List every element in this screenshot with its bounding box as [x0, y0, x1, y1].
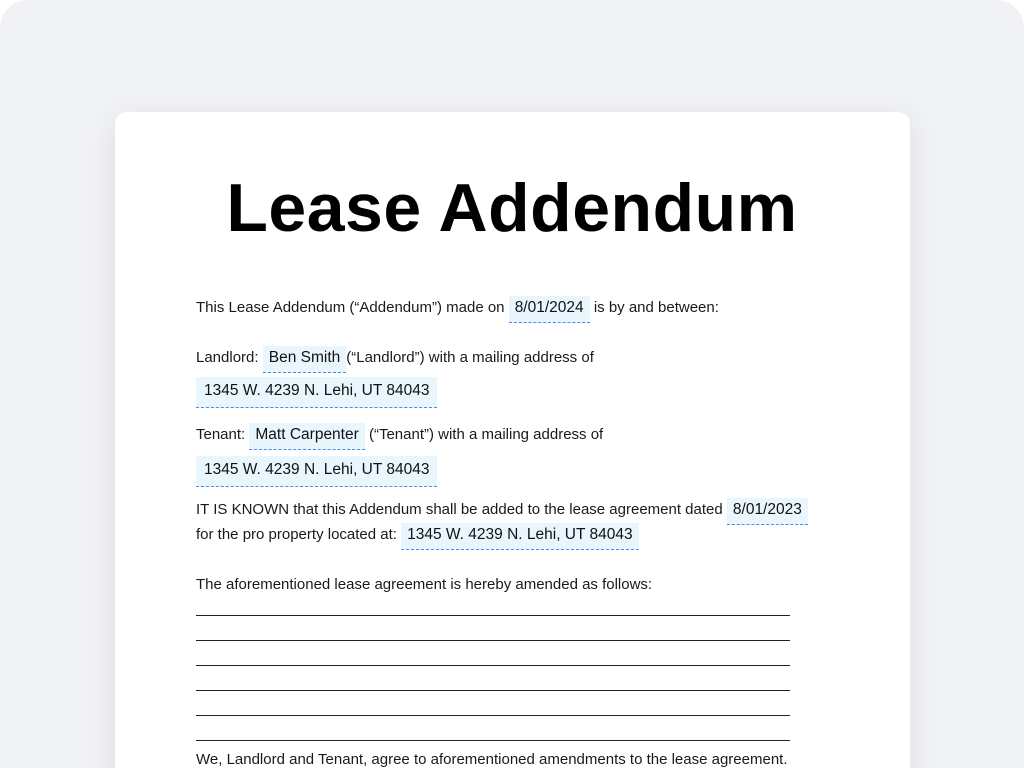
- known-text-1: IT IS KNOWN that this Addendum shall be added to the lease agreement dated: [196, 501, 723, 518]
- landlord-suffix: (“Landlord”) with a mailing address of: [346, 349, 594, 366]
- amend-intro: The aforementioned lease agreement is hereby amended as follows:: [196, 576, 653, 593]
- amendment-line-6[interactable]: [196, 740, 790, 741]
- document-title: Lease Addendum: [226, 170, 798, 246]
- intro-suffix: is by and between:: [593, 299, 719, 316]
- amendment-line-2[interactable]: [196, 640, 790, 641]
- amendment-line-4[interactable]: [196, 690, 790, 691]
- tenant-suffix: (“Tenant”) with a mailing address of: [368, 426, 604, 443]
- tenant-address-line: [196, 456, 437, 487]
- tenant-label: Tenant:: [196, 426, 246, 443]
- landlord-label: Landlord:: [196, 349, 259, 366]
- intro-prefix: This Lease Addendum (“Addendum”) made on: [196, 299, 505, 316]
- known-line-2: [196, 523, 639, 550]
- landlord-address-field[interactable]: 1345 W. 4239 N. Lehi, UT 84043: [196, 377, 437, 408]
- tenant-name-field[interactable]: Matt Carpenter: [249, 423, 364, 450]
- agreement-statement: We, Landlord and Tenant, agree to aforementioned amendments to the lease agreement.: [196, 751, 788, 768]
- known-text-2: for the pro property located at:: [196, 526, 397, 543]
- lease-date-field[interactable]: 8/01/2023: [727, 498, 808, 525]
- landlord-address-line: [196, 377, 437, 408]
- amendment-line-5[interactable]: [196, 715, 790, 716]
- addendum-date-field[interactable]: 8/01/2024: [509, 296, 590, 323]
- property-address-field[interactable]: 1345 W. 4239 N. Lehi, UT 84043: [401, 523, 638, 550]
- landlord-line: [196, 346, 594, 373]
- intro-line: [196, 296, 719, 323]
- amendment-line-1[interactable]: [196, 615, 790, 616]
- amendment-line-3[interactable]: [196, 665, 790, 666]
- tenant-address-field[interactable]: 1345 W. 4239 N. Lehi, UT 84043: [196, 456, 437, 487]
- tenant-line: [196, 423, 603, 450]
- known-line-1: [196, 498, 808, 525]
- landlord-name-field[interactable]: Ben Smith: [263, 346, 347, 373]
